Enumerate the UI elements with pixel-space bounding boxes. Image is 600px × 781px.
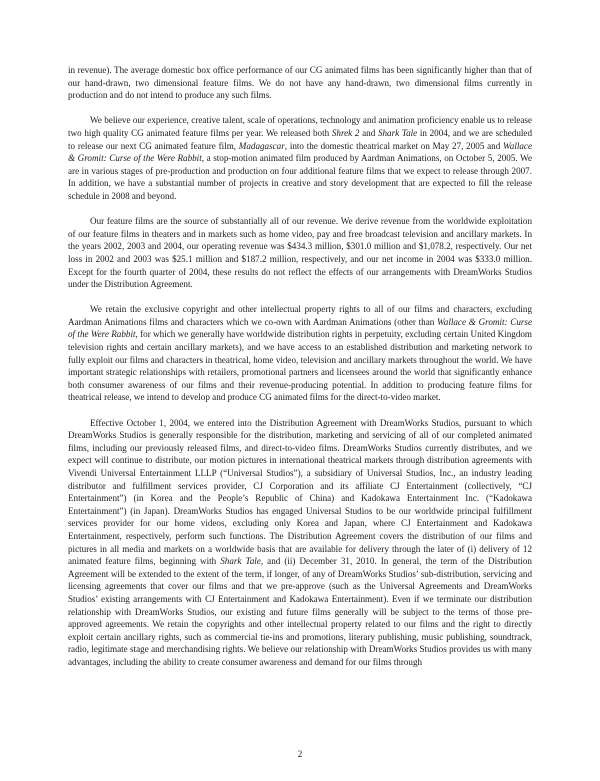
text-span: and <box>359 127 378 138</box>
text-span: We believe our experience, creative talent, scale of operations, technology and animation proficiency enable us to release two high quality CG animated feature films per year. We released both <box>68 115 532 138</box>
text-span: , into the domestic theatrical market on May 27, 2005 and <box>284 140 504 151</box>
paragraph <box>68 64 532 102</box>
text-span: , a stop-motion animated film produced by Aardman Animations, on October 5, 2005. We are in various stages of pre-production and production on four additional feature films that we expect to release through 2007. In addition, we have a substantial number of projects in creative and story development that are expected to fill the release schedule in 2008 and beyond. <box>68 153 532 201</box>
italic-span: Wallace & Gromit: Curse of the Were Rabbit <box>68 140 532 164</box>
page-number: 2 <box>297 749 303 759</box>
text-span: , for which we generally have worldwide distribution rights in perpetuity, excluding certain United Kingdom television rights and certain ancillary markets), and we have access to an established distribution and marketing network to fully exploit our films and characters in theatrical, home video, television and ancillary markets throughout the world. We have important strategic relationships with retailers, promotional partners and licensees around the world that significantly enhance both consumer awareness of our films and their revenue-producing potential. In addition to producing feature films for theatrical release, we intend to develop and produce CG animated films for the direct-to-video market. <box>68 329 532 403</box>
document-body <box>68 64 532 681</box>
italic-span: Madagascar <box>238 140 285 151</box>
text-span: , and (ii) December 31, 2010. In general, the term of the Distribution Agreement will be extended to the extent of the term, if longer, of any of DreamWorks Studios’ sub-distribution, servicing and licensing agreements that cover our films and that we pre-approve (such as the Universal Agreements and DreamWorks Studios’ existing arrangements with CJ Entertainment and Kadokawa Entertainment). Even if we terminate our distribution relationship with DreamWorks Studios, our existing and future films generally will be subject to the terms of those pre-approved agreements. We retain the copyrights and other intellectual property related to our films and the right to directly exploit certain ancillary rights, such as commercial tie-ins and promotions, literary publishing, music publishing, soundtrack, radio, legitimate stage and merchandising rights. We believe our relationship with DreamWorks Studios provides us with many advantages, including the ability to create consumer awareness and demand for our films through <box>68 556 532 667</box>
paragraph <box>68 417 532 669</box>
text-span: Our feature films are the source of substantially all of our revenue. We derive revenue from the worldwide exploitation of our feature films in theaters and in markets such as home video, pay and free broadcast television and ancillary markets. In the years 2002, 2003 and 2004, our operating revenue was $434.3 million, $301.0 million and $1,078.2, respectively. Our net loss in 2002 and 2003 was $25.1 million and $187.2 million, respectively, and our net income in 2004 was $333.0 million. Except for the fourth quarter of 2004, these results do not reflect the effects of our arrangements with DreamWorks Studios under the Distribution Agreement. <box>68 216 532 290</box>
italic-span: Shark Tale <box>220 556 261 567</box>
italic-span: Shark Tale <box>377 127 418 138</box>
text-span: We retain the exclusive copyright and other intellectual property rights to all of our films and characters, excluding Aardman Animations films and characters which we co-own with Aardman Animations (other than <box>68 304 532 327</box>
italic-span: Shrek 2 <box>331 127 360 138</box>
italic-span: Wallace & Gromit: Curse of the Were Rabbit <box>68 316 533 340</box>
paragraph <box>68 215 532 291</box>
paragraph <box>68 303 532 404</box>
text-span: in revenue). The average domestic box office performance of our CG animated films has been significantly higher than that of our hand-drawn, two dimensional feature films. We do not have any hand-drawn, two dimensional films currently in production and do not intend to produce any such films. <box>68 65 532 101</box>
text-span: Effective October 1, 2004, we entered into the Distribution Agreement with DreamWorks Studios, pursuant to which DreamWorks Studios is generally responsible for the distribution, marketing and servicing of all of our completed animated films, including our previously released films, and direct-to-video films. DreamWorks Studios currently distributes, and we expect will continue to distribute, our motion pictures in international theatrical markets through distribution agreements with Vivendi Universal Entertainment LLLP (“Universal Studios”), a subsidiary of Universal Studios, Inc., an industry leading distributor and fulfillment services provider, CJ Corporation and its affiliate CJ Entertainment (collectively, “CJ Entertainment”) (in Korea and the People’s Republic of China) and Kadokawa Entertainment Inc. (“Kadokawa Entertainment”) (in Japan). DreamWorks Studios has engaged Universal Studios to be our worldwide principal fulfillment services provider for our home videos, excluding only Korea and Japan, where CJ Entertainment and Kadokawa Entertainment, respectively, perform such functions. The Distribution Agreement covers the distribution of our films and pictures in all media and markets on a worldwide basis that are available for delivery through the later of (i) delivery of 12 animated feature films, beginning with <box>68 417 532 567</box>
paragraph <box>68 114 532 202</box>
text-span: in 2004, and we are scheduled to release our next CG animated feature film, <box>68 127 533 151</box>
